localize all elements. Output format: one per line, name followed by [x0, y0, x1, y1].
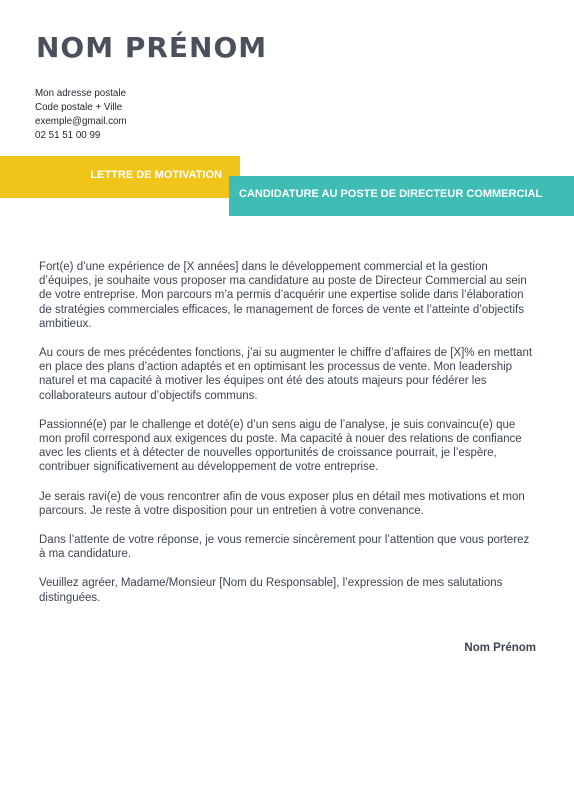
letter-paragraph: Au cours de mes précédentes fonctions, j’ai su augmenter le chiffre d’affaires de [X]% en mettant en place des plans d’action adaptés et en optimisant les processus de vente. Mon leadership naturel et ma capacité à motiver les équipes ont été des atouts majeurs pour fédérer les collaborateurs autour d’objectifs communs. — [39, 347, 533, 402]
contact-postal-city: Code postale + Ville — [35, 102, 123, 113]
letter-body — [39, 260, 537, 620]
position-band — [229, 176, 574, 216]
contact-phone: 02 51 51 00 99 — [35, 130, 101, 141]
signature-name: Nom Prénom — [464, 642, 536, 654]
contact-email: exemple@gmail.com — [35, 116, 127, 127]
letter-type-band — [0, 156, 240, 198]
letter-paragraph: Fort(e) d’une expérience de [X années] dans le développement commercial et la gestion d’équipes, je souhaite vous proposer ma candidature au poste de Directeur Commercial au sein de votre entreprise. Mon parcours m’a permis d’acquérir une expertise solide dans l’élaboration de stratégies commerciales efficaces, le management de forces de vente et l’atteinte d’objectifs ambitieux. — [39, 261, 527, 330]
letter-paragraph: Passionné(e) par le challenge et doté(e) d’un sens aigu de l’analyse, je suis convaincu(e) que mon profil correspond aux exigences du poste. Ma capacité à nouer des relations de confiance avec les clients et à détecter de nouvelles opportunités de croissance pourrait, je l’espère, contribuer significativement au développement de votre entreprise. — [39, 418, 522, 474]
contact-block — [35, 87, 127, 143]
letter-type-label: LETTRE DE MOTIVATION — [90, 169, 222, 181]
letter-paragraph: Je serais ravi(e) de vous rencontrer afin de vous exposer plus en détail mes motivations et mon parcours. Je reste à votre disposition pour un entretien à votre convenance. — [39, 490, 525, 517]
letter-paragraph: Veuillez agréer, Madame/Monsieur [Nom du Responsable], l’expression de mes salutations distinguées. — [39, 577, 503, 604]
letter-paragraph: Dans l’attente de votre réponse, je vous remercie sincèrement pour l’attention que vous porterez à ma candidature. — [39, 534, 530, 561]
contact-address: Mon adresse postale — [35, 88, 126, 99]
candidate-name: NOM PRÉNOM — [36, 31, 268, 64]
position-label: CANDIDATURE AU POSTE DE DIRECTEUR COMMERCIAL — [239, 188, 543, 200]
